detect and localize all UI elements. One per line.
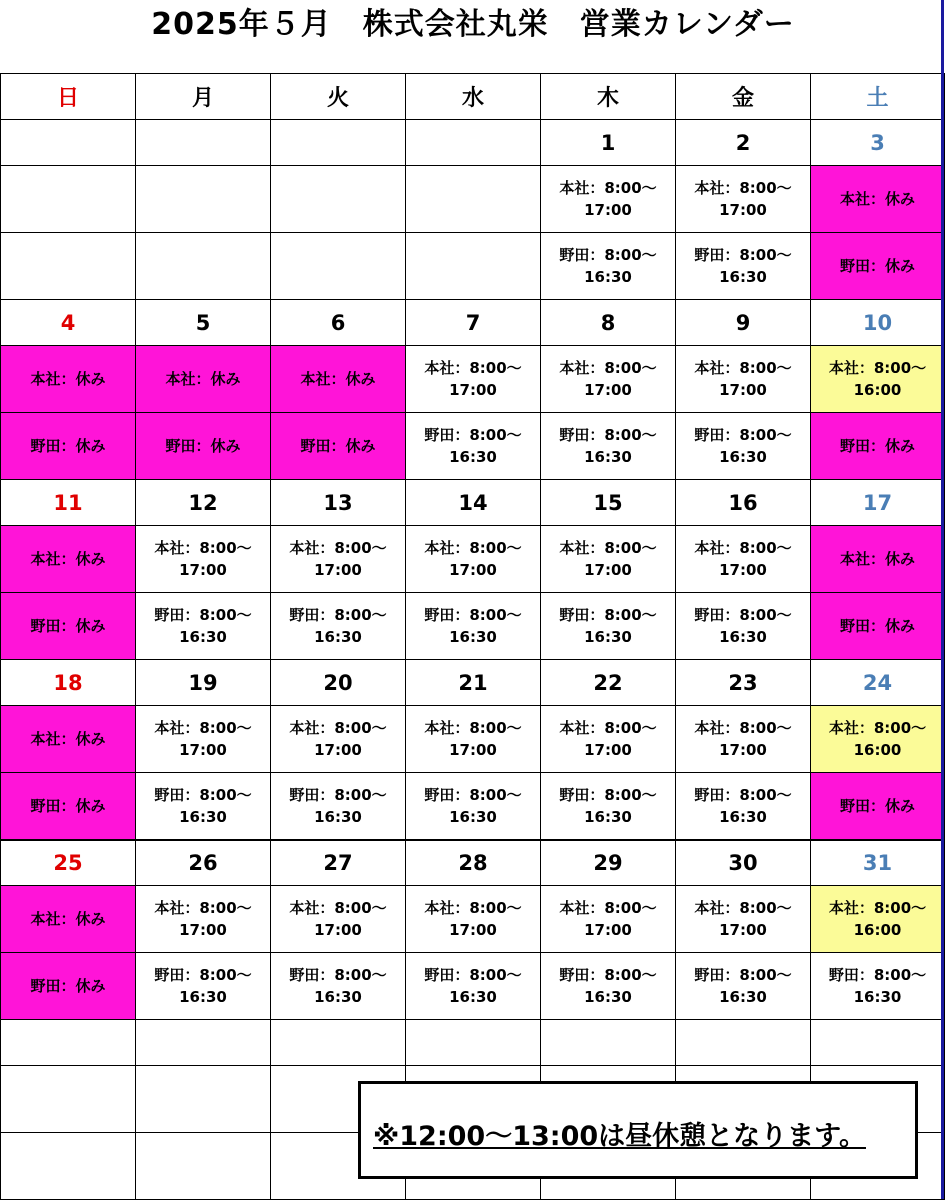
hours-line: 16:00	[853, 741, 902, 759]
honsha-cell	[271, 706, 406, 773]
honsha-row	[1, 166, 945, 233]
honsha-cell	[811, 706, 945, 773]
hours-line: 本社：8:00～	[694, 899, 792, 917]
hours-line: 16:30	[719, 268, 767, 286]
hours-line: 野田：8:00～	[424, 966, 522, 984]
date-cell: 14	[406, 480, 541, 526]
empty-cell	[406, 1020, 541, 1066]
weekday-sat: 土	[811, 74, 945, 120]
honsha-row	[1, 706, 945, 773]
date-cell: 30	[676, 840, 811, 886]
honsha-cell: 本社：休み	[1, 886, 136, 953]
honsha-cell	[811, 886, 945, 953]
hours-line: 16:30	[584, 268, 632, 286]
honsha-cell	[271, 166, 406, 233]
noda-row	[1, 773, 945, 840]
date-cell: 24	[811, 660, 945, 706]
hours-line: 16:30	[853, 988, 902, 1006]
hours-line: 16:30	[449, 628, 497, 646]
hours-line: 16:30	[584, 807, 632, 826]
noda-cell	[811, 953, 945, 1020]
date-cell: 15	[541, 480, 676, 526]
hours-line: 17:00	[449, 381, 497, 399]
honsha-cell	[271, 526, 406, 593]
date-cell: 25	[1, 840, 136, 886]
hours-line: 本社：8:00～	[424, 359, 522, 377]
noda-cell	[541, 233, 676, 300]
date-cell: 5	[136, 300, 271, 346]
honsha-cell: 本社：休み	[1, 706, 136, 773]
hours-line: 16:30	[719, 628, 767, 646]
hours-line: 17:00	[719, 201, 767, 219]
weekday-wed: 水	[406, 74, 541, 120]
hours-line: 16:30	[179, 807, 227, 826]
noda-cell: 野田：休み	[136, 413, 271, 480]
hours-line: 17:00	[719, 381, 767, 399]
date-cell: 8	[541, 300, 676, 346]
honsha-cell	[271, 886, 406, 953]
hours-line: 本社：8:00～	[694, 539, 792, 557]
noda-cell	[136, 233, 271, 300]
hours-line: 本社：8:00～	[424, 539, 522, 557]
date-cell: 28	[406, 840, 541, 886]
noda-cell: 野田：休み	[271, 413, 406, 480]
hours-line: 17:00	[719, 561, 767, 579]
empty-row	[1, 1020, 945, 1066]
honsha-cell	[136, 886, 271, 953]
honsha-row	[1, 886, 945, 953]
honsha-cell: 本社：休み	[811, 526, 945, 593]
date-cell: 7	[406, 300, 541, 346]
date-cell: 4	[1, 300, 136, 346]
hours-line: 16:30	[719, 807, 767, 826]
noda-cell	[406, 233, 541, 300]
calendar-title: 2025年５月 株式会社丸栄 営業カレンダー	[151, 7, 795, 42]
hours-line: 16:30	[584, 448, 632, 466]
honsha-cell: 本社：休み	[1, 346, 136, 413]
business-calendar	[0, 73, 945, 1200]
hours-line: 野田：8:00～	[694, 785, 792, 804]
honsha-cell	[541, 886, 676, 953]
hours-line: 17:00	[449, 921, 497, 939]
noda-row	[1, 593, 945, 660]
hours-line: 本社：8:00～	[289, 719, 387, 737]
date-cell	[136, 120, 271, 166]
hours-line: 野田：8:00～	[289, 785, 387, 804]
hours-line: 本社：8:00～	[559, 359, 657, 377]
noda-row	[1, 233, 945, 300]
hours-line: 17:00	[719, 921, 767, 939]
honsha-cell	[541, 346, 676, 413]
hours-line: 本社：8:00～	[289, 539, 387, 557]
weekday-fri: 金	[676, 74, 811, 120]
hours-line: 17:00	[179, 561, 227, 579]
hours-line: 16:30	[179, 628, 227, 646]
noda-cell: 野田：休み	[811, 593, 945, 660]
honsha-cell	[136, 706, 271, 773]
noda-cell	[676, 773, 811, 840]
honsha-row	[1, 526, 945, 593]
honsha-cell	[1, 166, 136, 233]
empty-cell	[1, 1066, 136, 1133]
hours-line: 17:00	[314, 921, 362, 939]
date-cell: 9	[676, 300, 811, 346]
honsha-cell	[541, 706, 676, 773]
noda-cell	[406, 773, 541, 840]
honsha-cell	[541, 166, 676, 233]
hours-line: 本社：8:00～	[828, 899, 927, 917]
noda-cell: 野田：休み	[811, 233, 945, 300]
noda-cell	[406, 413, 541, 480]
hours-line: 17:00	[449, 561, 497, 579]
hours-line: 17:00	[584, 381, 632, 399]
honsha-cell: 本社：休み	[136, 346, 271, 413]
hours-line: 本社：8:00～	[559, 539, 657, 557]
noda-cell	[676, 233, 811, 300]
hours-line: 本社：8:00～	[424, 899, 522, 917]
honsha-cell	[136, 526, 271, 593]
date-cell: 20	[271, 660, 406, 706]
empty-cell	[136, 1066, 271, 1133]
hours-line: 野田：8:00～	[559, 606, 657, 624]
hours-line: 16:30	[314, 807, 362, 826]
date-cell: 18	[1, 660, 136, 706]
date-cell	[406, 120, 541, 166]
page-edge-bar	[941, 0, 944, 1199]
date-cell: 2	[676, 120, 811, 166]
hours-line: 野田：8:00～	[694, 606, 792, 624]
noda-cell	[541, 593, 676, 660]
date-cell: 1	[541, 120, 676, 166]
noda-cell	[136, 773, 271, 840]
hours-line: 野田：8:00～	[424, 785, 522, 804]
hours-line: 16:30	[449, 448, 497, 466]
empty-cell	[136, 1020, 271, 1066]
hours-line: 野田：8:00～	[559, 966, 657, 984]
hours-line: 16:30	[449, 807, 497, 826]
hours-line: 17:00	[719, 741, 767, 759]
lunch-break-note	[358, 1081, 918, 1179]
noda-cell	[271, 773, 406, 840]
hours-line: 17:00	[584, 741, 632, 759]
noda-cell: 野田：休み	[1, 773, 136, 840]
weekday-tue: 火	[271, 74, 406, 120]
empty-cell	[136, 1133, 271, 1200]
honsha-cell	[676, 526, 811, 593]
noda-cell	[676, 413, 811, 480]
hours-line: 本社：8:00～	[694, 359, 792, 377]
noda-cell: 野田：休み	[1, 953, 136, 1020]
date-cell: 11	[1, 480, 136, 526]
date-cell: 19	[136, 660, 271, 706]
honsha-cell	[811, 346, 945, 413]
hours-line: 野田：8:00～	[559, 785, 657, 804]
hours-line: 16:30	[314, 628, 362, 646]
hours-line: 本社：8:00～	[559, 179, 657, 197]
noda-cell	[271, 953, 406, 1020]
note-text: ※12:00～13:00は昼休憩となります。	[373, 1121, 866, 1152]
hours-line: 本社：8:00～	[828, 359, 927, 377]
hours-line: 本社：8:00～	[154, 539, 252, 557]
noda-cell	[271, 593, 406, 660]
noda-cell: 野田：休み	[811, 773, 945, 840]
date-row	[1, 480, 945, 526]
hours-line: 野田：8:00～	[154, 606, 252, 624]
hours-line: 本社：8:00～	[154, 899, 252, 917]
honsha-cell: 本社：休み	[811, 166, 945, 233]
noda-cell	[136, 593, 271, 660]
noda-cell	[136, 953, 271, 1020]
date-cell: 10	[811, 300, 945, 346]
hours-line: 野田：8:00～	[694, 426, 792, 444]
honsha-cell	[676, 346, 811, 413]
honsha-cell	[406, 886, 541, 953]
date-cell	[271, 120, 406, 166]
noda-cell	[541, 413, 676, 480]
noda-cell	[1, 233, 136, 300]
hours-line: 16:30	[584, 628, 632, 646]
date-cell: 17	[811, 480, 945, 526]
date-cell: 21	[406, 660, 541, 706]
hours-line: 16:30	[719, 988, 767, 1006]
date-cell: 22	[541, 660, 676, 706]
honsha-cell	[406, 526, 541, 593]
hours-line: 野田：8:00～	[154, 785, 252, 804]
noda-cell	[271, 233, 406, 300]
honsha-cell	[676, 886, 811, 953]
hours-line: 17:00	[584, 201, 632, 219]
honsha-cell	[676, 706, 811, 773]
date-row	[1, 300, 945, 346]
date-cell: 13	[271, 480, 406, 526]
honsha-cell: 本社：休み	[1, 526, 136, 593]
noda-cell	[541, 953, 676, 1020]
hours-line: 17:00	[179, 921, 227, 939]
hours-line: 野田：8:00～	[694, 246, 792, 264]
date-cell: 29	[541, 840, 676, 886]
weekday-header-row	[1, 74, 945, 120]
noda-row	[1, 953, 945, 1020]
hours-line: 本社：8:00～	[694, 719, 792, 737]
hours-line: 野田：8:00～	[559, 426, 657, 444]
hours-line: 本社：8:00～	[289, 899, 387, 917]
hours-line: 野田：8:00～	[289, 966, 387, 984]
hours-line: 本社：8:00～	[424, 719, 522, 737]
date-cell: 23	[676, 660, 811, 706]
hours-line: 16:30	[314, 988, 362, 1006]
hours-line: 17:00	[314, 741, 362, 759]
noda-cell	[541, 773, 676, 840]
hours-line: 17:00	[584, 561, 632, 579]
hours-line: 16:00	[853, 921, 902, 939]
noda-cell: 野田：休み	[811, 413, 945, 480]
noda-cell: 野田：休み	[1, 413, 136, 480]
hours-line: 野田：8:00～	[424, 606, 522, 624]
date-cell: 27	[271, 840, 406, 886]
empty-cell	[541, 1020, 676, 1066]
date-cell: 6	[271, 300, 406, 346]
empty-cell	[1, 1133, 136, 1200]
weekday-thu: 木	[541, 74, 676, 120]
hours-line: 16:30	[584, 988, 632, 1006]
noda-row	[1, 413, 945, 480]
empty-cell	[271, 1020, 406, 1066]
weekday-sun: 日	[1, 74, 136, 120]
noda-cell: 野田：休み	[1, 593, 136, 660]
date-cell: 16	[676, 480, 811, 526]
empty-cell	[811, 1020, 945, 1066]
hours-line: 野田：8:00～	[559, 246, 657, 264]
hours-line: 野田：8:00～	[828, 966, 927, 984]
honsha-cell	[406, 166, 541, 233]
noda-cell	[676, 593, 811, 660]
honsha-cell: 本社：休み	[271, 346, 406, 413]
date-cell: 31	[811, 840, 945, 886]
honsha-row	[1, 346, 945, 413]
hours-line: 17:00	[449, 741, 497, 759]
hours-line: 17:00	[314, 561, 362, 579]
empty-cell	[676, 1020, 811, 1066]
weekday-mon: 月	[136, 74, 271, 120]
hours-line: 17:00	[179, 741, 227, 759]
hours-line: 本社：8:00～	[694, 179, 792, 197]
date-row	[1, 840, 945, 886]
honsha-cell	[136, 166, 271, 233]
hours-line: 16:30	[719, 448, 767, 466]
empty-cell	[1, 1020, 136, 1066]
noda-cell	[406, 593, 541, 660]
honsha-cell	[541, 526, 676, 593]
hours-line: 16:00	[853, 381, 902, 399]
hours-line: 17:00	[584, 921, 632, 939]
hours-line: 16:30	[179, 988, 227, 1006]
date-row	[1, 120, 945, 166]
honsha-cell	[676, 166, 811, 233]
hours-line: 野田：8:00～	[694, 966, 792, 984]
hours-line: 16:30	[449, 988, 497, 1006]
hours-line: 本社：8:00～	[559, 719, 657, 737]
noda-cell	[406, 953, 541, 1020]
date-cell	[1, 120, 136, 166]
date-row	[1, 660, 945, 706]
hours-line: 本社：8:00～	[154, 719, 252, 737]
date-cell: 12	[136, 480, 271, 526]
hours-line: 本社：8:00～	[559, 899, 657, 917]
date-cell: 26	[136, 840, 271, 886]
hours-line: 野田：8:00～	[424, 426, 522, 444]
hours-line: 本社：8:00～	[828, 719, 927, 737]
hours-line: 野田：8:00～	[289, 606, 387, 624]
honsha-cell	[406, 706, 541, 773]
hours-line: 野田：8:00～	[154, 966, 252, 984]
honsha-cell	[406, 346, 541, 413]
date-cell: 3	[811, 120, 945, 166]
noda-cell	[676, 953, 811, 1020]
